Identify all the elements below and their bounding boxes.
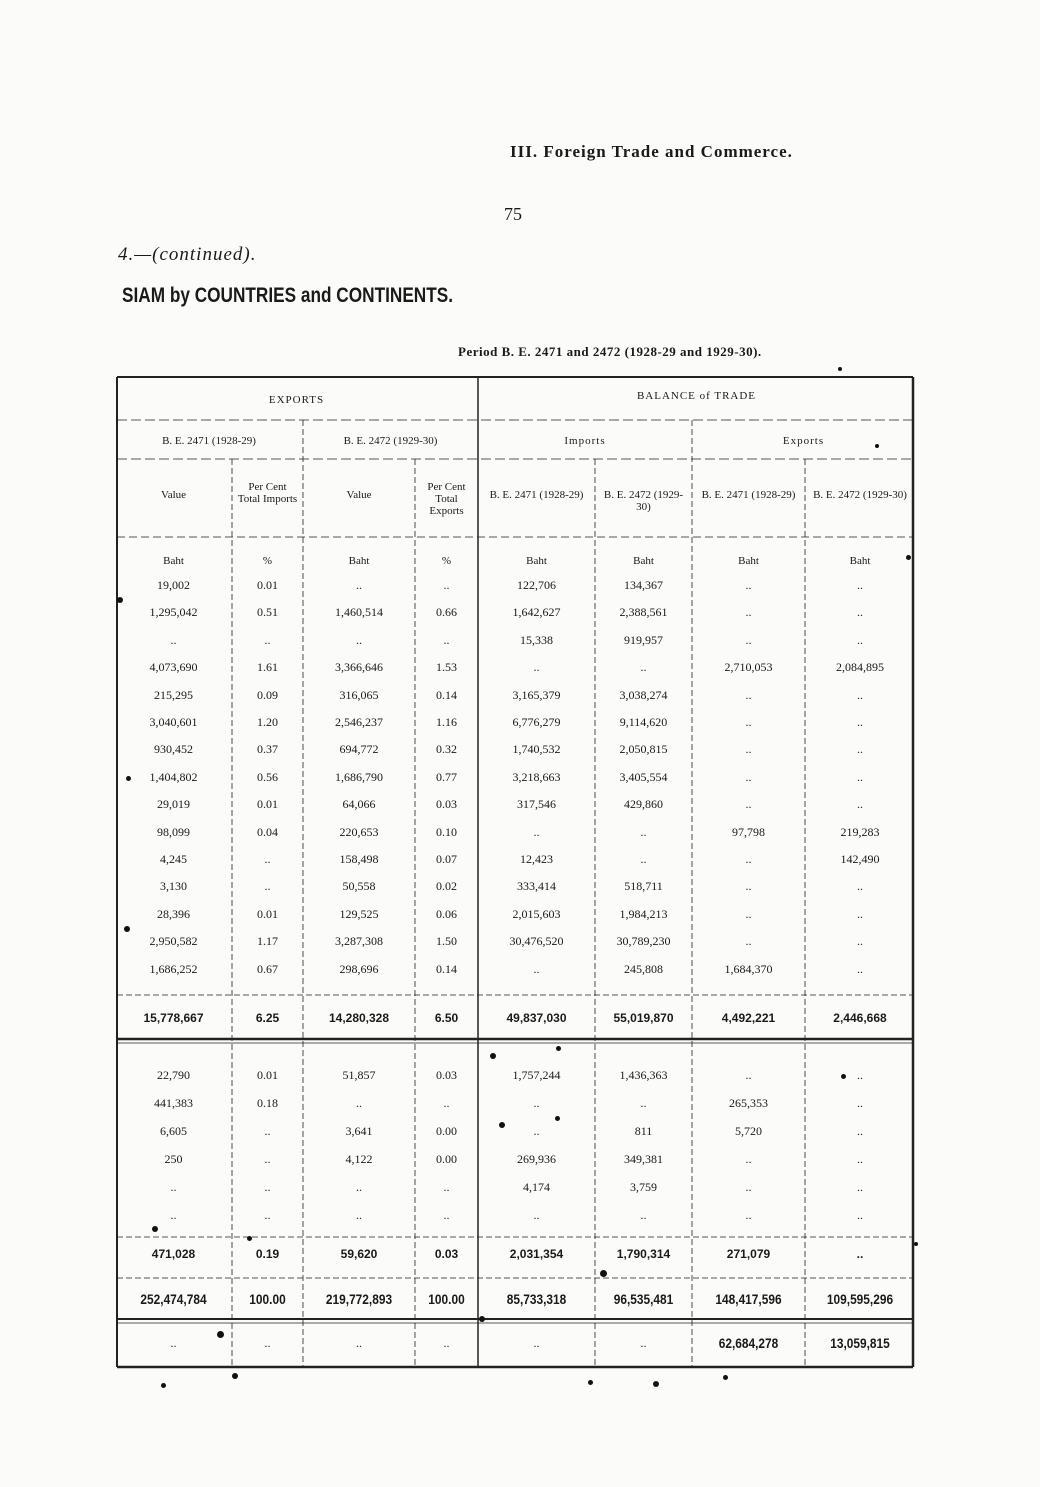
subtotal-cell: 6.50 xyxy=(434,1011,459,1025)
data-cell: 219,283 xyxy=(840,824,880,839)
data-cell: 2,546,237 xyxy=(335,715,383,729)
unit-label: % xyxy=(262,555,273,567)
data-cell: .. xyxy=(533,660,540,675)
print-speck xyxy=(232,1373,238,1379)
data-cell: 919,957 xyxy=(624,632,663,647)
data-cell: 19,002 xyxy=(157,578,190,592)
data-cell: 51,857 xyxy=(342,1068,376,1082)
data-cell: .. xyxy=(857,715,863,729)
period-caption: Period B. E. 2471 and 2472 (1928-29 and 1929-30). xyxy=(458,344,762,359)
continued-label: 4.—(continued). xyxy=(118,244,257,265)
data-cell: .. xyxy=(745,797,752,812)
data-cell: 1,984,213 xyxy=(619,906,668,921)
data-cell: .. xyxy=(356,578,362,592)
data-cell: 134,367 xyxy=(624,578,663,592)
print-speck xyxy=(723,1375,728,1380)
data-cell: 4,122 xyxy=(345,1152,373,1166)
print-speck xyxy=(841,1074,846,1079)
unit-label: Baht xyxy=(633,555,654,567)
data-cell: 0.06 xyxy=(436,906,457,921)
data-cell: 2,710,053 xyxy=(724,660,773,675)
data-cell: 6,776,279 xyxy=(512,715,561,729)
subheader-exports-2471: B. E. 2471 (1928-29) xyxy=(162,435,256,447)
data-cell: 269,936 xyxy=(517,1152,556,1166)
data-cell: 245,808 xyxy=(624,961,663,976)
data-cell: 0.09 xyxy=(257,687,278,702)
data-cell: 22,790 xyxy=(157,1068,190,1082)
data-cell: 215,295 xyxy=(154,687,193,702)
data-cell: .. xyxy=(745,879,752,894)
data-cell: 28,396 xyxy=(157,906,190,921)
data-cell: 0.03 xyxy=(436,797,457,812)
data-cell: .. xyxy=(640,824,647,839)
group-header-exports: EXPORTS xyxy=(268,394,325,406)
trade-table xyxy=(115,375,915,1369)
data-cell: 0.67 xyxy=(257,961,278,976)
data-cell: 316,065 xyxy=(339,687,379,702)
balance-cell: .. xyxy=(264,1336,271,1350)
data-cell: .. xyxy=(857,632,863,647)
data-cell: 15,338 xyxy=(520,632,553,647)
data-cell: 1,460,514 xyxy=(335,605,383,620)
data-cell: .. xyxy=(857,961,863,976)
data-cell: 3,130 xyxy=(160,879,187,894)
subtotal-cell: 49,837,030 xyxy=(506,1011,567,1025)
data-cell: .. xyxy=(533,1096,540,1110)
unit-label: Baht xyxy=(348,555,370,567)
column-header: Value xyxy=(346,489,372,501)
data-cell: 220,653 xyxy=(339,824,379,839)
data-cell: 64,066 xyxy=(342,797,376,812)
data-cell: 298,696 xyxy=(339,961,379,976)
print-speck xyxy=(117,597,123,603)
data-cell: .. xyxy=(264,1124,271,1138)
data-cell: 129,525 xyxy=(339,906,379,921)
data-cell: .. xyxy=(857,1180,863,1194)
data-cell: .. xyxy=(443,578,450,592)
data-cell: .. xyxy=(745,578,752,592)
data-cell: 0.04 xyxy=(257,824,278,839)
print-speck xyxy=(653,1381,659,1387)
data-cell: 2,050,815 xyxy=(619,742,668,757)
grand-total-cell: 219,772,893 xyxy=(325,1291,393,1307)
data-cell: 0.77 xyxy=(436,769,457,784)
print-speck xyxy=(126,776,131,781)
subtotal-cell: 59,620 xyxy=(340,1247,378,1261)
data-cell: 1.17 xyxy=(257,934,278,949)
data-cell: .. xyxy=(745,1180,752,1194)
print-speck xyxy=(588,1380,593,1385)
grand-total-cell: 100.00 xyxy=(249,1291,286,1307)
print-speck xyxy=(124,926,130,932)
data-cell: 333,414 xyxy=(517,879,556,894)
grand-total-cell: 148,417,596 xyxy=(715,1291,782,1307)
grand-total-cell: 96,535,481 xyxy=(613,1291,674,1307)
print-speck xyxy=(247,1236,252,1241)
data-cell: .. xyxy=(745,632,752,647)
data-cell: .. xyxy=(857,1096,863,1110)
data-cell: .. xyxy=(857,1068,863,1082)
data-cell: .. xyxy=(745,906,752,921)
print-speck xyxy=(556,1046,561,1051)
data-cell: .. xyxy=(857,687,863,702)
subtotal-cell: 471,028 xyxy=(151,1247,196,1261)
data-cell: 1,295,042 xyxy=(149,605,198,620)
column-header: Per Cent Total Imports xyxy=(237,481,298,505)
data-cell: .. xyxy=(857,1124,863,1138)
subtotal-cell: 271,079 xyxy=(726,1247,771,1261)
data-cell: 250 xyxy=(164,1152,183,1166)
data-cell: 0.00 xyxy=(436,1152,457,1166)
data-cell: 2,388,561 xyxy=(619,605,668,620)
data-cell: 0.51 xyxy=(257,605,278,620)
print-speck xyxy=(914,1242,918,1246)
balance-cell: .. xyxy=(533,1336,540,1350)
data-cell: 0.07 xyxy=(436,852,457,866)
balance-cell: .. xyxy=(170,1336,177,1350)
data-cell: 1,686,252 xyxy=(149,961,198,976)
data-cell: .. xyxy=(745,715,752,729)
data-cell: 29,019 xyxy=(157,797,190,812)
data-cell: 0.03 xyxy=(436,1068,457,1082)
data-cell: 2,950,582 xyxy=(149,934,198,949)
print-speck xyxy=(838,367,842,371)
data-cell: 518,711 xyxy=(624,879,663,894)
subheader-exports-2472: B. E. 2472 (1929-30) xyxy=(343,435,438,447)
data-cell: 1,642,627 xyxy=(512,605,561,620)
unit-label: Baht xyxy=(849,555,871,567)
grand-total-cell: 252,474,784 xyxy=(140,1291,207,1307)
data-cell: .. xyxy=(264,852,271,866)
data-cell: .. xyxy=(857,934,863,949)
data-cell: 1,684,370 xyxy=(724,961,773,976)
data-cell: 1.20 xyxy=(257,715,278,729)
data-cell: 1.50 xyxy=(436,934,457,949)
data-cell: .. xyxy=(264,632,271,647)
data-cell: .. xyxy=(533,1124,540,1138)
running-head: III. Foreign Trade and Commerce. xyxy=(510,142,793,161)
print-speck xyxy=(499,1122,505,1128)
data-cell: 158,498 xyxy=(339,852,379,866)
column-header: Per Cent Total Exports xyxy=(427,481,466,517)
grand-total-cell: 85,733,318 xyxy=(506,1291,567,1307)
data-cell: .. xyxy=(533,961,540,976)
data-cell: 265,353 xyxy=(729,1096,768,1110)
balance-cell: .. xyxy=(443,1336,450,1350)
data-cell: 12,423 xyxy=(520,852,553,866)
subtotal-cell: 2,031,354 xyxy=(509,1247,564,1261)
subheader-imports: Imports xyxy=(564,435,606,447)
data-cell: .. xyxy=(170,1180,177,1194)
subtotal-cell: 2,446,668 xyxy=(833,1011,887,1025)
balance-cell: 62,684,278 xyxy=(718,1335,779,1351)
subheader-balance-exports: Exports xyxy=(782,435,825,447)
subtotal-cell: 1,790,314 xyxy=(616,1247,671,1261)
data-cell: 2,015,603 xyxy=(512,906,561,921)
data-cell: .. xyxy=(264,1180,271,1194)
data-cell: 0.14 xyxy=(436,687,457,702)
print-speck xyxy=(217,1331,224,1338)
column-header: B. E. 2472 (1929-30) xyxy=(603,489,684,513)
balance-cell: .. xyxy=(356,1336,362,1350)
print-speck xyxy=(906,555,911,560)
data-cell: 3,405,554 xyxy=(619,769,668,784)
data-cell: 30,789,230 xyxy=(616,934,671,949)
data-cell: 0.01 xyxy=(257,1068,278,1082)
data-cell: .. xyxy=(745,687,752,702)
data-cell: .. xyxy=(857,906,863,921)
data-cell: 1,686,790 xyxy=(335,769,383,784)
data-cell: .. xyxy=(857,742,863,757)
data-cell: 3,040,601 xyxy=(149,715,198,729)
subtotal-cell: 6.25 xyxy=(255,1011,280,1025)
data-cell: 4,245 xyxy=(160,852,187,866)
data-cell: 142,490 xyxy=(840,852,880,866)
data-cell: .. xyxy=(443,1180,450,1194)
data-cell: .. xyxy=(533,824,540,839)
data-cell: 0.02 xyxy=(436,879,457,894)
data-cell: 1,757,244 xyxy=(512,1068,561,1082)
data-cell: .. xyxy=(170,632,177,647)
data-cell: .. xyxy=(356,632,362,647)
data-cell: 3,038,274 xyxy=(619,687,668,702)
data-cell: .. xyxy=(745,769,752,784)
data-cell: .. xyxy=(264,1208,271,1222)
data-cell: 1,404,802 xyxy=(149,769,198,784)
subtotal-cell: 15,778,667 xyxy=(143,1011,204,1025)
data-cell: .. xyxy=(356,1180,362,1194)
data-cell: .. xyxy=(443,1096,450,1110)
data-cell: .. xyxy=(857,769,863,784)
data-cell: 6,605 xyxy=(160,1124,187,1138)
data-cell: 3,641 xyxy=(345,1124,373,1138)
data-cell: 0.14 xyxy=(436,961,457,976)
table-title: SIAM by COUNTRIES and CONTINENTS. xyxy=(122,284,454,307)
data-cell: 30,476,520 xyxy=(509,934,564,949)
data-cell: 0.00 xyxy=(436,1124,457,1138)
print-speck xyxy=(152,1226,158,1232)
data-cell: 429,860 xyxy=(624,797,663,812)
data-cell: .. xyxy=(640,1096,647,1110)
data-cell: .. xyxy=(264,1152,271,1166)
page-number: 75 xyxy=(504,204,522,224)
data-cell: 122,706 xyxy=(517,578,556,592)
data-cell: 0.66 xyxy=(436,605,457,620)
balance-cell: .. xyxy=(640,1336,647,1350)
data-cell: 0.18 xyxy=(257,1096,278,1110)
grand-total-cell: 100.00 xyxy=(428,1291,465,1307)
data-cell: .. xyxy=(264,879,271,894)
group-header-balance: BALANCE of TRADE xyxy=(636,390,757,402)
column-header: B. E. 2471 (1928-29) xyxy=(489,489,584,501)
data-cell: 5,720 xyxy=(735,1124,762,1138)
data-cell: 3,759 xyxy=(630,1180,657,1194)
subtotal-cell: 4,492,221 xyxy=(721,1011,776,1025)
data-cell: .. xyxy=(356,1096,362,1110)
data-cell: .. xyxy=(745,1208,752,1222)
data-cell: 50,558 xyxy=(342,879,376,894)
subtotal-cell: .. xyxy=(856,1247,864,1261)
data-cell: .. xyxy=(857,879,863,894)
data-cell: 98,099 xyxy=(157,824,190,839)
column-header: B. E. 2472 (1929-30) xyxy=(813,489,907,501)
data-cell: 4,174 xyxy=(523,1180,550,1194)
data-cell: .. xyxy=(640,1208,647,1222)
data-cell: .. xyxy=(857,1208,863,1222)
print-speck xyxy=(875,444,879,448)
data-cell: .. xyxy=(857,605,863,620)
data-cell: 0.37 xyxy=(257,742,278,757)
data-cell: 3,287,308 xyxy=(335,934,383,949)
data-cell: 0.10 xyxy=(436,824,457,839)
data-cell: .. xyxy=(857,578,863,592)
data-cell: .. xyxy=(857,797,863,812)
data-cell: 0.01 xyxy=(257,797,278,812)
data-cell: .. xyxy=(745,605,752,620)
unit-label: % xyxy=(441,555,452,567)
data-cell: 97,798 xyxy=(732,824,765,839)
data-cell: .. xyxy=(533,1208,540,1222)
data-cell: 349,381 xyxy=(624,1152,663,1166)
data-cell: .. xyxy=(640,852,647,866)
data-cell: .. xyxy=(745,852,752,866)
data-cell: 1,740,532 xyxy=(512,742,561,757)
data-cell: 2,084,895 xyxy=(836,660,884,675)
data-cell: .. xyxy=(745,742,752,757)
unit-label: Baht xyxy=(526,555,547,567)
print-speck xyxy=(600,1270,607,1277)
data-cell: 441,383 xyxy=(154,1096,193,1110)
data-cell: 9,114,620 xyxy=(619,715,668,729)
data-cell: 317,546 xyxy=(517,797,556,812)
print-speck xyxy=(479,1316,485,1322)
subtotal-cell: 0.03 xyxy=(434,1247,459,1261)
data-cell: 3,366,646 xyxy=(335,660,383,675)
column-header: Value xyxy=(160,489,187,501)
data-cell: .. xyxy=(640,660,647,675)
data-cell: .. xyxy=(745,1152,752,1166)
data-cell: 0.01 xyxy=(257,906,278,921)
subtotal-cell: 55,019,870 xyxy=(613,1011,674,1025)
data-cell: 0.56 xyxy=(257,769,278,784)
data-cell: 0.32 xyxy=(436,742,457,757)
subtotal-cell: 14,280,328 xyxy=(328,1011,390,1025)
data-cell: 1.53 xyxy=(436,660,457,675)
data-cell: .. xyxy=(170,1208,177,1222)
data-cell: 4,073,690 xyxy=(149,660,198,675)
data-cell: .. xyxy=(745,1068,752,1082)
data-cell: 1,436,363 xyxy=(619,1068,668,1082)
data-cell: .. xyxy=(745,934,752,949)
data-cell: 0.01 xyxy=(257,578,278,592)
data-cell: 3,165,379 xyxy=(512,687,561,702)
data-cell: 930,452 xyxy=(154,742,193,757)
unit-label: Baht xyxy=(163,555,184,567)
print-speck xyxy=(555,1116,560,1121)
data-cell: 3,218,663 xyxy=(512,769,561,784)
data-cell: 811 xyxy=(634,1124,653,1138)
column-header: B. E. 2471 (1928-29) xyxy=(701,489,796,501)
print-speck xyxy=(490,1053,496,1059)
balance-cell: 13,059,815 xyxy=(830,1335,890,1351)
data-cell: 1.16 xyxy=(436,715,457,729)
data-cell: 694,772 xyxy=(339,742,379,757)
data-cell: 1.61 xyxy=(257,660,278,675)
data-cell: .. xyxy=(443,632,450,647)
data-cell: .. xyxy=(443,1208,450,1222)
data-cell: .. xyxy=(857,1152,863,1166)
data-cell: .. xyxy=(356,1208,362,1222)
unit-label: Baht xyxy=(738,555,759,567)
subtotal-cell: 0.19 xyxy=(255,1247,280,1261)
grand-total-cell: 109,595,296 xyxy=(826,1291,894,1307)
print-speck xyxy=(161,1383,166,1388)
